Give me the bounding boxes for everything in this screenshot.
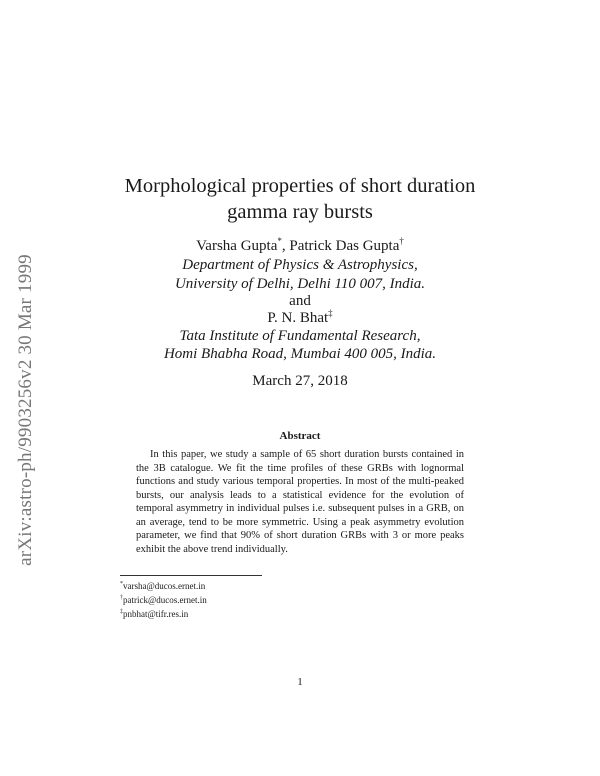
footnote-3-text: pnbhat@tifr.res.in	[123, 609, 189, 619]
author-2: Patrick Das Gupta	[289, 238, 400, 254]
footnote-2-mark: †	[120, 595, 123, 601]
footnote-2	[120, 592, 420, 606]
footnote-3	[120, 606, 420, 620]
affiliation-1-line-1: Department of Physics & Astrophysics,	[182, 257, 418, 273]
footnotes	[120, 578, 420, 620]
author-3: P. N. Bhat	[267, 310, 329, 326]
title-line-2: gamma ray bursts	[227, 201, 373, 223]
footnote-2-text: patrick@ducos.ernet.in	[123, 595, 207, 605]
abstract-text: In this paper, we study a sample of 65 short duration bursts contained in the 3B catalogue. We fit the time profiles of these GRBs with lognormal functions and study various temporal properties. In most of the multi-peaked bursts, our analysis leads to a statistical evidence for the evolution of temporal asymmetry in individual pulses i.e. subsequent pulses in a GRB, on an average, tend to be more symmetric. Using a peak asymmetry evolution parameter, we find that 90% of short duration GRBs with 3 or more peaks exhibit the above trend individually.	[136, 449, 464, 555]
footnote-1-text: varsha@ducos.ernet.in	[123, 581, 206, 591]
authors-line: Varsha Gupta*, Patrick Das Gupta†	[196, 236, 404, 254]
affiliation-2-line-2: Homi Bhabha Road, Mumbai 400 005, India.	[163, 346, 437, 362]
paper-title	[100, 173, 500, 225]
abstract-heading: Abstract	[279, 430, 321, 442]
page-number: 1	[297, 676, 303, 688]
author-1-mark: *	[277, 236, 282, 246]
author-3-mark: ‡	[328, 308, 333, 318]
footnote-1	[120, 578, 420, 592]
footnote-rule	[120, 575, 262, 576]
author-2-mark: †	[399, 236, 404, 246]
author-conjunction: and	[289, 293, 311, 309]
footnote-1-mark: *	[120, 581, 123, 587]
affiliation-2-line-1: Tata Institute of Fundamental Research,	[179, 328, 421, 344]
author-3-line	[100, 309, 500, 328]
footnote-3-mark: ‡	[120, 609, 123, 615]
affiliation-1-line-2: University of Delhi, Delhi 110 007, India.	[174, 276, 426, 292]
arxiv-identifier-text: arXiv:astro-ph/9903256v2 30 Mar 1999	[15, 254, 36, 566]
title-line-1: Morphological properties of short duration	[124, 175, 476, 197]
paper-date: March 27, 2018	[252, 373, 348, 389]
arxiv-identifier	[6, 200, 46, 620]
author-1: Varsha Gupta	[196, 238, 278, 254]
